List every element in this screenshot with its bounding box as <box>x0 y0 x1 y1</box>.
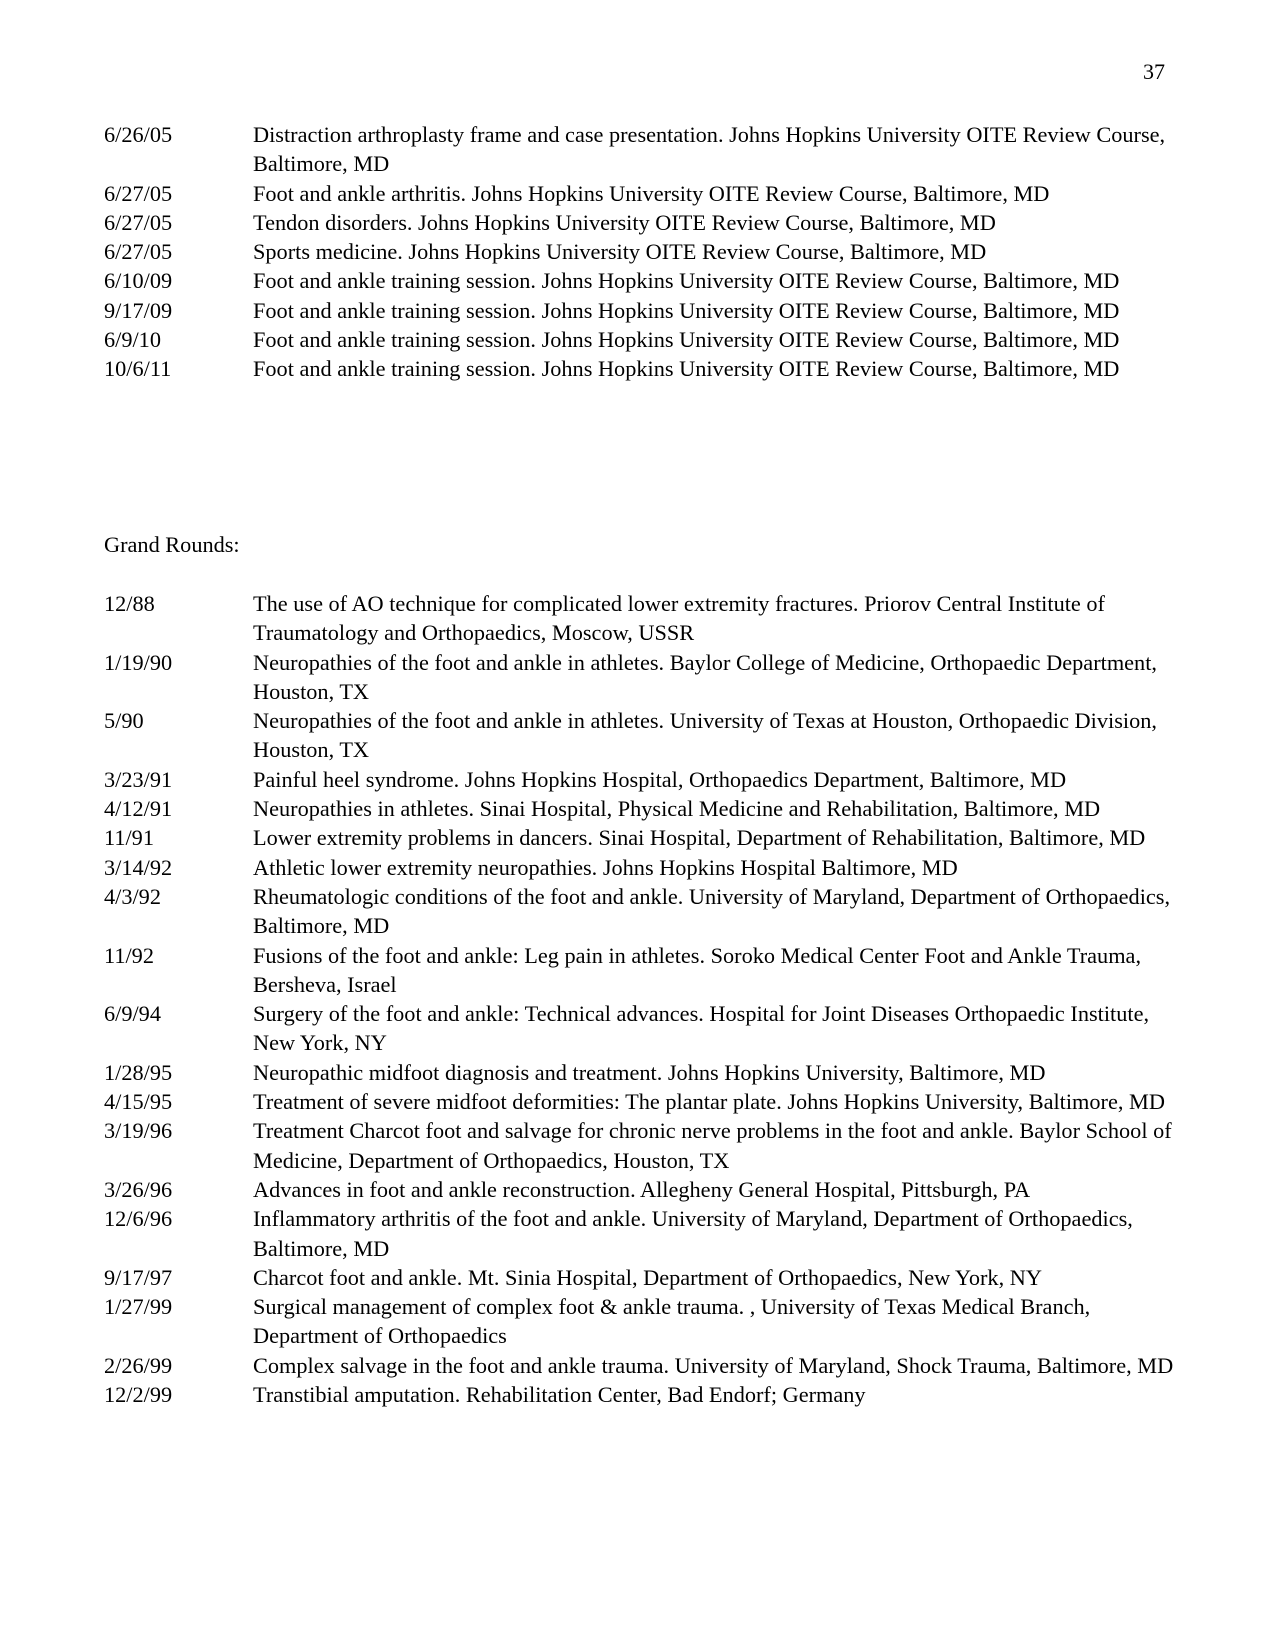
entry-description: Advances in foot and ankle reconstruction. Allegheny General Hospital, Pittsburgh, PA <box>253 1176 1031 1202</box>
entry-description: Surgery of the foot and ankle: Technical advances. Hospital for Joint Diseases Orthopaedic Institute, New York, NY <box>253 1001 1150 1056</box>
entry-description: Neuropathic midfoot diagnosis and treatment. Johns Hopkins University, Baltimore, MD <box>253 1059 1046 1085</box>
entry-date: 11/92 <box>104 942 154 968</box>
entry-row <box>104 1058 1184 1087</box>
entry-description: Distraction arthroplasty frame and case presentation. Johns Hopkins University OITE Review Course, Baltimore, MD <box>253 122 1166 177</box>
entry-description: Transtibial amputation. Rehabilitation Center, Bad Endorf; Germany <box>253 1382 866 1408</box>
entry-row <box>104 1204 1184 1263</box>
entry-date: 6/10/09 <box>104 268 173 294</box>
lecture-list <box>104 120 1184 384</box>
grand-rounds-list <box>104 589 1184 1409</box>
entry-row <box>104 1087 1184 1116</box>
entry-row <box>104 1175 1184 1204</box>
entry-description: Lower extremity problems in dancers. Sinai Hospital, Department of Rehabilitation, Baltimore, MD <box>253 825 1146 851</box>
entry-date: 5/90 <box>104 708 144 734</box>
entry-description: Charcot foot and ankle. Mt. Sinia Hospital, Department of Orthopaedics, New York, NY <box>253 1264 1042 1290</box>
entry-date: 4/3/92 <box>104 883 161 909</box>
entry-row <box>104 296 1184 325</box>
entry-row <box>104 706 1184 765</box>
entry-row <box>104 266 1184 295</box>
entry-date: 12/2/99 <box>104 1382 173 1408</box>
entry-row <box>104 823 1184 852</box>
entry-description: Neuropathies of the foot and ankle in athletes. Baylor College of Medicine, Orthopaedic Department, Houston, TX <box>253 649 1157 704</box>
entry-description: The use of AO technique for complicated lower extremity fractures. Priorov Central Institute of Traumatology and Orthopaedics, Moscow, USSR <box>253 591 1105 646</box>
entry-description: Foot and ankle training session. Johns Hopkins University OITE Review Course, Baltimore, MD <box>253 356 1120 382</box>
entry-date: 12/88 <box>104 591 155 616</box>
entry-date: 2/26/99 <box>104 1352 173 1378</box>
entry-description: Treatment of severe midfoot deformities: The plantar plate. Johns Hopkins University, Baltimore, MD <box>253 1089 1165 1115</box>
entry-date: 9/17/97 <box>104 1264 173 1290</box>
entry-date: 10/6/11 <box>104 356 172 382</box>
page-number: 37 <box>1143 59 1165 84</box>
entry-row <box>104 120 1184 179</box>
entry-description: Foot and ankle training session. Johns Hopkins University OITE Review Course, Baltimore, MD <box>253 327 1120 353</box>
entry-date: 6/9/10 <box>104 327 161 353</box>
entry-row <box>104 648 1184 707</box>
entry-row <box>104 1263 1184 1292</box>
entry-row <box>104 1380 1184 1409</box>
entry-date: 11/91 <box>104 825 154 851</box>
entry-row <box>104 1351 1184 1380</box>
entry-date: 6/27/05 <box>104 180 173 206</box>
entry-date: 6/27/05 <box>104 209 173 235</box>
entry-row <box>104 941 1184 1000</box>
entry-date: 6/26/05 <box>104 122 173 147</box>
entry-date: 1/19/90 <box>104 649 173 675</box>
entry-description: Surgical management of complex foot & ankle trauma. , University of Texas Medical Branch, Department of Orthopaedics <box>253 1294 1091 1349</box>
entry-description: Neuropathies of the foot and ankle in athletes. University of Texas at Houston, Orthopaedic Division, Houston, TX <box>253 708 1157 763</box>
entry-description: Treatment Charcot foot and salvage for chronic nerve problems in the foot and ankle. Baylor School of Medicine, Department of Orthopaedics, Houston, TX <box>253 1118 1172 1173</box>
entry-description: Painful heel syndrome. Johns Hopkins Hospital, Orthopaedics Department, Baltimore, MD <box>253 766 1067 792</box>
entry-date: 6/27/05 <box>104 239 173 265</box>
entry-row <box>104 208 1184 237</box>
entry-row <box>104 765 1184 794</box>
lecture-list-section <box>104 120 1184 384</box>
entry-row <box>104 589 1184 648</box>
entry-row <box>104 794 1184 823</box>
entry-row <box>104 882 1184 941</box>
entry-description: Foot and ankle training session. Johns Hopkins University OITE Review Course, Baltimore, MD <box>253 297 1120 323</box>
entry-row <box>104 853 1184 882</box>
entry-row <box>104 1292 1184 1351</box>
entry-date: 3/23/91 <box>104 766 173 792</box>
entry-row <box>104 179 1184 208</box>
entry-description: Tendon disorders. Johns Hopkins University OITE Review Course, Baltimore, MD <box>253 209 996 235</box>
entry-row <box>104 237 1184 266</box>
entry-row <box>104 354 1184 383</box>
entry-date: 4/12/91 <box>104 796 173 822</box>
entry-date: 6/9/94 <box>104 1001 161 1027</box>
entry-date: 3/14/92 <box>104 854 173 880</box>
entry-row <box>104 999 1184 1058</box>
entry-date: 3/19/96 <box>104 1118 173 1144</box>
grand-rounds-section <box>104 589 1184 1409</box>
entry-description: Inflammatory arthritis of the foot and ankle. University of Maryland, Department of Orthopaedics, Baltimore, MD <box>253 1206 1133 1261</box>
grand-rounds-heading: Grand Rounds: <box>104 532 240 557</box>
entry-date: 12/6/96 <box>104 1206 173 1232</box>
entry-date: 3/26/96 <box>104 1176 173 1202</box>
entry-date: 4/15/95 <box>104 1089 173 1115</box>
entry-row <box>104 1116 1184 1175</box>
entry-row <box>104 325 1184 354</box>
entry-description: Athletic lower extremity neuropathies. Johns Hopkins Hospital Baltimore, MD <box>253 854 958 880</box>
entry-date: 1/27/99 <box>104 1294 173 1320</box>
entry-description: Complex salvage in the foot and ankle trauma. University of Maryland, Shock Trauma, Baltimore, MD <box>253 1352 1174 1378</box>
entry-description: Neuropathies in athletes. Sinai Hospital, Physical Medicine and Rehabilitation, Baltimore, MD <box>253 796 1101 822</box>
entry-description: Rheumatologic conditions of the foot and ankle. University of Maryland, Department of Orthopaedics, Baltimore, MD <box>253 883 1171 939</box>
entry-description: Foot and ankle training session. Johns Hopkins University OITE Review Course, Baltimore, MD <box>253 268 1120 294</box>
entry-description: Foot and ankle arthritis. Johns Hopkins University OITE Review Course, Baltimore, MD <box>253 180 1050 206</box>
entry-date: 1/28/95 <box>104 1059 173 1085</box>
entry-description: Fusions of the foot and ankle: Leg pain in athletes. Soroko Medical Center Foot and Ankle Trauma, Bersheva, Israel <box>253 942 1142 997</box>
entry-date: 9/17/09 <box>104 297 173 323</box>
entry-description: Sports medicine. Johns Hopkins University OITE Review Course, Baltimore, MD <box>253 239 987 265</box>
